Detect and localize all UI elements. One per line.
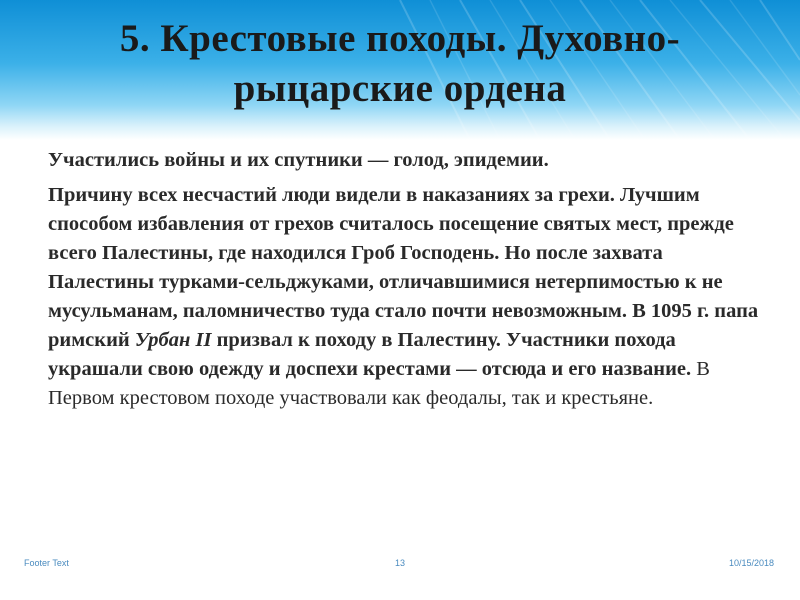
slide-title-line-2: рыцарские ордена — [233, 67, 567, 110]
slide-number: 13 — [394, 558, 405, 568]
paragraph-2-italic-name: Урбан II — [134, 329, 212, 351]
footer-date: 10/15/2018 — [728, 558, 774, 568]
paragraph-2-bold-text-1: Причину всех несчастий люди видели в наказаниях за грехи. Лучшим способом избавления от грехов считалось посещение святых мест, прежде всего Палестины, где находился Гроб Господень. Но после захвата Палестины турками-сельджуками, отличавшимися нетерпимостью к не мусульманам, паломничество туда стало почти невозможным. В 1095 г. папа римский — [48, 184, 759, 351]
slide-body — [48, 146, 760, 413]
footer-text: Footer Text — [24, 558, 69, 568]
slide-title — [0, 14, 800, 114]
body-paragraph-2 — [48, 181, 760, 413]
paragraph-2-regular-text: В Первом крестовом походе участвовали как феодалы, так и крестьяне. — [48, 358, 710, 409]
slide-title-line-1: 5. Крестовые походы. Духовно- — [119, 17, 681, 60]
paragraph-2-bold-text-2: призвал к походу в Палестину. Участники похода украшали свою одежду и доспехи крестами — отсюда и его название. — [48, 329, 692, 380]
body-paragraph-1: Участились войны и их спутники — голод, эпидемии. — [48, 149, 549, 171]
